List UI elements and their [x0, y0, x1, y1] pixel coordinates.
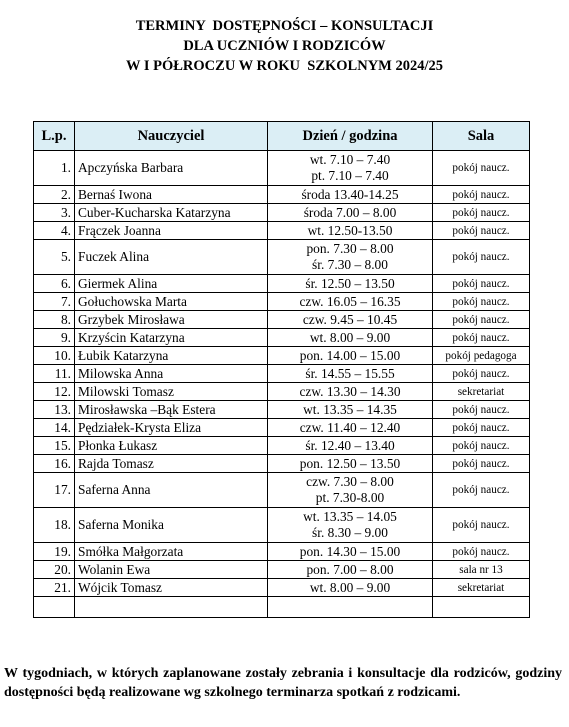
room: sala nr 13 — [433, 561, 530, 579]
day-time — [268, 437, 433, 455]
column-header-teacher: Nauczyciel — [75, 122, 268, 151]
column-header-lp: L.p. — [34, 122, 75, 151]
row-number: 19. — [34, 543, 75, 561]
row-number: 15. — [34, 437, 75, 455]
empty-cell — [268, 597, 433, 618]
day-time — [268, 329, 433, 347]
time-slot: wt. 13.35 – 14.35 — [303, 401, 397, 417]
consultation-table — [33, 121, 530, 618]
row-number: 18. — [34, 508, 75, 543]
teacher-name: Milowska Anna — [75, 365, 268, 383]
day-time — [268, 275, 433, 293]
row-number: 16. — [34, 455, 75, 473]
room: pokój naucz. — [433, 419, 530, 437]
table-row — [34, 311, 530, 329]
row-number: 3. — [34, 204, 75, 222]
table-row — [34, 561, 530, 579]
table-row — [34, 275, 530, 293]
room: pokój naucz. — [433, 275, 530, 293]
row-number: 8. — [34, 311, 75, 329]
table-row — [34, 455, 530, 473]
footer-note: W tygodniach, w których zaplanowane zostały zebrania i konsultacje dla rodziców, godziny dostępności będą realizowane wg szkolnego terminarza spotkań z rodzicami. — [4, 666, 562, 700]
time-slot: pt. 7.10 – 7.40 — [311, 168, 389, 183]
time-slot: śr. 7.30 – 8.00 — [312, 257, 388, 272]
row-number: 2. — [34, 186, 75, 204]
teacher-name: Milowski Tomasz — [75, 383, 268, 401]
table-row — [34, 579, 530, 597]
room: pokój naucz. — [433, 437, 530, 455]
title-line-2: DLA UCZNIÓW I RODZICÓW — [183, 38, 386, 54]
time-slot: śr. 12.50 – 13.50 — [305, 275, 395, 291]
day-time — [268, 508, 433, 543]
table-row — [34, 419, 530, 437]
table-row — [34, 543, 530, 561]
table-row — [34, 401, 530, 419]
day-time — [268, 311, 433, 329]
row-number: 7. — [34, 293, 75, 311]
time-slot: wt. 12.50-13.50 — [307, 222, 393, 238]
table-row — [34, 293, 530, 311]
teacher-name: Krzyścin Katarzyna — [75, 329, 268, 347]
day-time — [268, 543, 433, 561]
room: pokój naucz. — [433, 473, 530, 508]
row-number: 10. — [34, 347, 75, 365]
teacher-name: Gołuchowska Marta — [75, 293, 268, 311]
time-slot: czw. 13.30 – 14.30 — [299, 383, 401, 399]
row-number: 5. — [34, 240, 75, 275]
row-number: 12. — [34, 383, 75, 401]
table-row — [34, 383, 530, 401]
time-slot: czw. 9.45 – 10.45 — [302, 311, 398, 327]
row-number: 4. — [34, 222, 75, 240]
day-time — [268, 347, 433, 365]
teacher-name: Smółka Małgorzata — [75, 543, 268, 561]
empty-row — [34, 597, 530, 618]
table-row — [34, 365, 530, 383]
teacher-name: Saferna Monika — [75, 508, 268, 543]
time-slot: środa 13.40-14.25 — [301, 186, 399, 202]
teacher-name: Wójcik Tomasz — [75, 579, 268, 597]
row-number: 17. — [34, 473, 75, 508]
day-time — [268, 204, 433, 222]
row-number: 9. — [34, 329, 75, 347]
teacher-name: Frączek Joanna — [75, 222, 268, 240]
row-number: 21. — [34, 579, 75, 597]
time-slot: czw. 11.40 – 12.40 — [299, 419, 401, 435]
time-slot: śr. 14.55 – 15.55 — [305, 365, 395, 381]
teacher-name: Pędziałek-Krysta Eliza — [75, 419, 268, 437]
time-slot: czw. 7.30 – 8.00 — [306, 474, 394, 489]
room: pokój pedagoga — [433, 347, 530, 365]
day-time — [268, 186, 433, 204]
row-number: 1. — [34, 151, 75, 186]
day-time — [268, 579, 433, 597]
teacher-name: Rajda Tomasz — [75, 455, 268, 473]
teacher-name: Płonka Łukasz — [75, 437, 268, 455]
day-time — [268, 365, 433, 383]
row-number: 6. — [34, 275, 75, 293]
time-slot: śr. 8.30 – 9.00 — [312, 525, 388, 540]
table-row — [34, 347, 530, 365]
time-slot: pt. 7.30-8.00 — [315, 490, 385, 505]
day-time — [268, 293, 433, 311]
room: pokój naucz. — [433, 222, 530, 240]
time-slot: wt. 13.35 – 14.05 — [303, 509, 397, 524]
row-number: 13. — [34, 401, 75, 419]
room: pokój naucz. — [433, 151, 530, 186]
teacher-name: Bernaś Iwona — [75, 186, 268, 204]
teacher-name: Saferna Anna — [75, 473, 268, 508]
day-time — [268, 561, 433, 579]
room: pokój naucz. — [433, 293, 530, 311]
time-slot: pon. 7.30 – 8.00 — [306, 241, 394, 256]
teacher-name: Fuczek Alina — [75, 240, 268, 275]
table-row — [34, 222, 530, 240]
teacher-name: Wolanin Ewa — [75, 561, 268, 579]
table-row — [34, 204, 530, 222]
room: pokój naucz. — [433, 311, 530, 329]
room: pokój naucz. — [433, 240, 530, 275]
time-slot: pon. 7.00 – 8.00 — [306, 561, 394, 577]
time-slot: wt. 7.10 – 7.40 — [309, 152, 391, 167]
table-row — [34, 240, 530, 275]
room: pokój naucz. — [433, 455, 530, 473]
column-header-day-time: Dzień / godzina — [268, 122, 433, 151]
teacher-name: Apczyńska Barbara — [75, 151, 268, 186]
table-row — [34, 508, 530, 543]
day-time — [268, 240, 433, 275]
room: sekretariat — [433, 383, 530, 401]
day-time — [268, 419, 433, 437]
day-time — [268, 222, 433, 240]
time-slot: pon. 14.00 – 15.00 — [299, 347, 401, 363]
day-time — [268, 401, 433, 419]
table-row — [34, 151, 530, 186]
time-slot: wt. 8.00 – 9.00 — [309, 329, 391, 345]
room: pokój naucz. — [433, 508, 530, 543]
table-row — [34, 186, 530, 204]
column-header-room: Sala — [433, 122, 530, 151]
teacher-name: Łubik Katarzyna — [75, 347, 268, 365]
time-slot: pon. 14.30 – 15.00 — [299, 543, 401, 559]
empty-cell — [34, 597, 75, 618]
room: pokój naucz. — [433, 329, 530, 347]
time-slot: środa 7.00 – 8.00 — [303, 204, 397, 220]
title-line-1: TERMINY DOSTĘPNOŚCI – KONSULTACJI — [135, 18, 434, 34]
room: sekretariat — [433, 579, 530, 597]
room: pokój naucz. — [433, 204, 530, 222]
room: pokój naucz. — [433, 543, 530, 561]
teacher-name: Mirosławska –Bąk Estera — [75, 401, 268, 419]
day-time — [268, 455, 433, 473]
room: pokój naucz. — [433, 401, 530, 419]
room: pokój naucz. — [433, 186, 530, 204]
teacher-name: Giermek Alina — [75, 275, 268, 293]
table-row — [34, 329, 530, 347]
day-time — [268, 151, 433, 186]
table-row — [34, 473, 530, 508]
row-number: 14. — [34, 419, 75, 437]
day-time — [268, 383, 433, 401]
empty-cell — [75, 597, 268, 618]
time-slot: wt. 8.00 – 9.00 — [309, 579, 391, 595]
teacher-name: Cuber-Kucharska Katarzyna — [75, 204, 268, 222]
teacher-name: Grzybek Mirosława — [75, 311, 268, 329]
table-row — [34, 437, 530, 455]
day-time — [268, 473, 433, 508]
time-slot: śr. 12.40 – 13.40 — [305, 437, 395, 453]
row-number: 11. — [34, 365, 75, 383]
document-title — [0, 16, 569, 76]
row-number: 20. — [34, 561, 75, 579]
empty-cell — [433, 597, 530, 618]
table-header-row — [34, 122, 530, 151]
title-line-3: W I PÓŁROCZU W ROKU SZKOLNYM 2024/25 — [125, 58, 444, 74]
time-slot: czw. 16.05 – 16.35 — [299, 293, 401, 309]
room: pokój naucz. — [433, 365, 530, 383]
time-slot: pon. 12.50 – 13.50 — [299, 455, 401, 471]
